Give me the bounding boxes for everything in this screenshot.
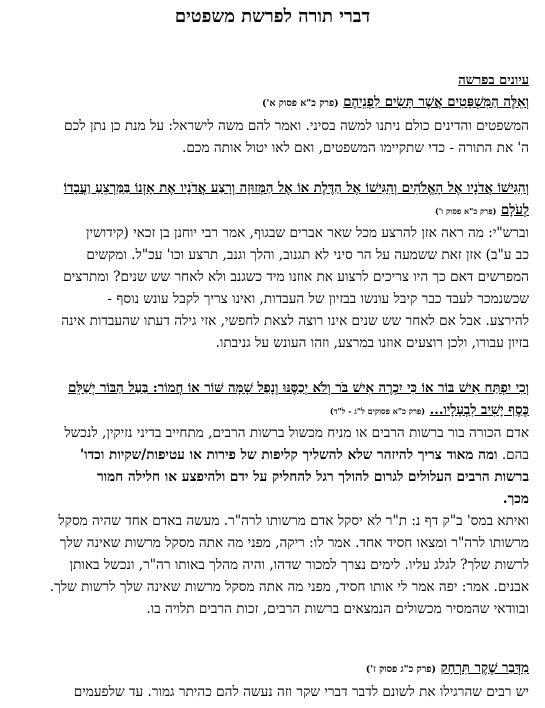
verse-heading-continued: כֶּסֶף יָשִׁיב לִבְעָלָיו... (פרק כ"א פסוקים ל"ג - ל"ד) [329,403,529,418]
verse-source: (פרק כ"ג פסוק ז') [365,664,436,675]
verse-source: (פרק כ"א פסוק ו') [434,206,497,216]
text-line: מרשותו לרה"ר ומצאו חסיד אחד. אמר לו: ריקה, מפני מה אתה מסקל מרשות שאינה שלך [59,535,529,551]
text-line: יש רבים שהרגילו את לשונם לדבר דברי שקר וזה נעשה להם כהיתר גמור. עד שלפעמים [73,684,529,700]
text-line: אדם הכורה בור ברשות הרבים או מניח מכשול ברשות הרבים, מתחייב בדיני נזיקין, לנכשל [64,425,529,441]
text-line: המפרשים דאם כך היו צריכים לרצוע את אוזנו מיד כשגנב ולא לאחר שש שנים? ומתרצים [63,269,529,285]
emphasis-text: ומה מאוד צריך להיזהר שלא להשליך קליפות של פירות או עטיפות/שקיות וכדו' [80,447,498,463]
text-line: ובוודאי שהמסיר מכשולים הנמצאים ברשות הרבים, זכות הרבים תלויה בו. [146,601,529,617]
paragraph-4 [16,658,529,703]
verse-heading-continued: לְעֹלָם (פרק כ"א פסוק ו') [434,203,529,218]
verse-source: (פרק כ"א פסוק א') [262,98,339,109]
paragraph-1 [16,92,529,159]
paragraph-2 [16,178,529,354]
text-line-emphasis: בהם. ומה מאוד צריך להיזהר שלא להשליך קליפות של פירות או עטיפות/שקיות וכדו' [80,447,529,463]
text-line-emphasis: מכך. [502,491,529,507]
text-line: בזיון עבורו, ולכן רוצעים אוזנו במרצע, וזהו העונש על גניבתו. [215,335,529,351]
text-line: אבנים. אמר: יפה אמר לי אותו חסיד, מפני מה אתה מסקל מרשות שאינה שלך לרשות שלך. [49,579,529,595]
text-line-emphasis: ברשות הרבים העלולים לגרום להולך רגל להחליק על ידם ולהיפצע או חלילה חמור [96,469,529,485]
paragraph-3 [16,378,529,620]
text-line: ואיתא במס' ב"ק דף נ: ת"ר לא יסקל אדם מרשותו לרה"ר. מעשה באדם אחד שהיה מסקל [58,513,529,529]
verse-heading: וְאֵלֶּה הַמִּשְׁפָּטִים אֲשֶׁר תָּשִׂים לִפְנֵיהֶם (פרק כ"א פסוק א') [262,95,529,110]
page-title: דברי תורה לפרשת משפטים [174,6,371,27]
text-line: לרשות שלך? לגלג עליו. לימים נצרך למכור שדהו, והיה מהלך באותו רה"ר, ונכשל באותן [69,557,529,573]
text-line: שכשנמכר לעבד כבר קיבל עונשו בבזיון של העבדות, ואינו צריך לקבל עונש נוסף - [107,291,529,307]
text-line: המשפטים והדינים כולם ניתנו למשה בסיני. ואמר להם משה לישראל: על מנת כן נתן לכם [64,118,529,134]
verse-heading: וְהִגִּישׁוֹ אֲדֹנָיו אֶל הָאֱלֹהִים וְהִגִּישׁוֹ אֶל הַדֶּלֶת אוֹ אֶל הַמְּזוּזָה וְרָצַע אֲדֹנָיו אֶת אָזְנוֹ בַּמַּרְצֵעַ וַעֲבָדוֹ [63,181,529,196]
verse-heading: וְכִי יִפְתַּח אִישׁ בּוֹר אוֹ כִּי יִכְרֶה אִישׁ בֹּר וְלֹא יְכַסֶּנּוּ וְנָפַל שָׁמָּה שּׁוֹר אוֹ חֲמוֹר: בַּעַל הַבּוֹר יְשַׁלֵּם [68,381,529,396]
text-line: להירצע. אבל אם לאחר שש שנים אינו רוצה לצאת לחפשי, אזי גילה דעתו שהעבדות אינה [61,313,529,329]
text-line: ה' את התורה - כדי שתקיימו המשפטים, ואם לאו יטול אותה מכם. [182,140,529,156]
text-line: כב ע"ב) אזן זאת ששמעה על הר סיני לא תגנוב, והלך וגנב, תרצע וכו' עכ"ל. ומקשים [86,247,529,263]
text-line: וברש"י: מה ראה אזן להרצע מכל שאר אברים שבגוף, אמר רבי יוחנן בן זכאי (קידושין [86,225,529,241]
verse-source: (פרק כ"א פסוקים ל"ג - ל"ד) [329,406,426,416]
verse-heading: מִדְּבַר שֶׁקֶר תִּרְחָק (פרק כ"ג פסוק ז') [365,661,529,676]
section-label: עיונים בפרשה [458,73,529,88]
